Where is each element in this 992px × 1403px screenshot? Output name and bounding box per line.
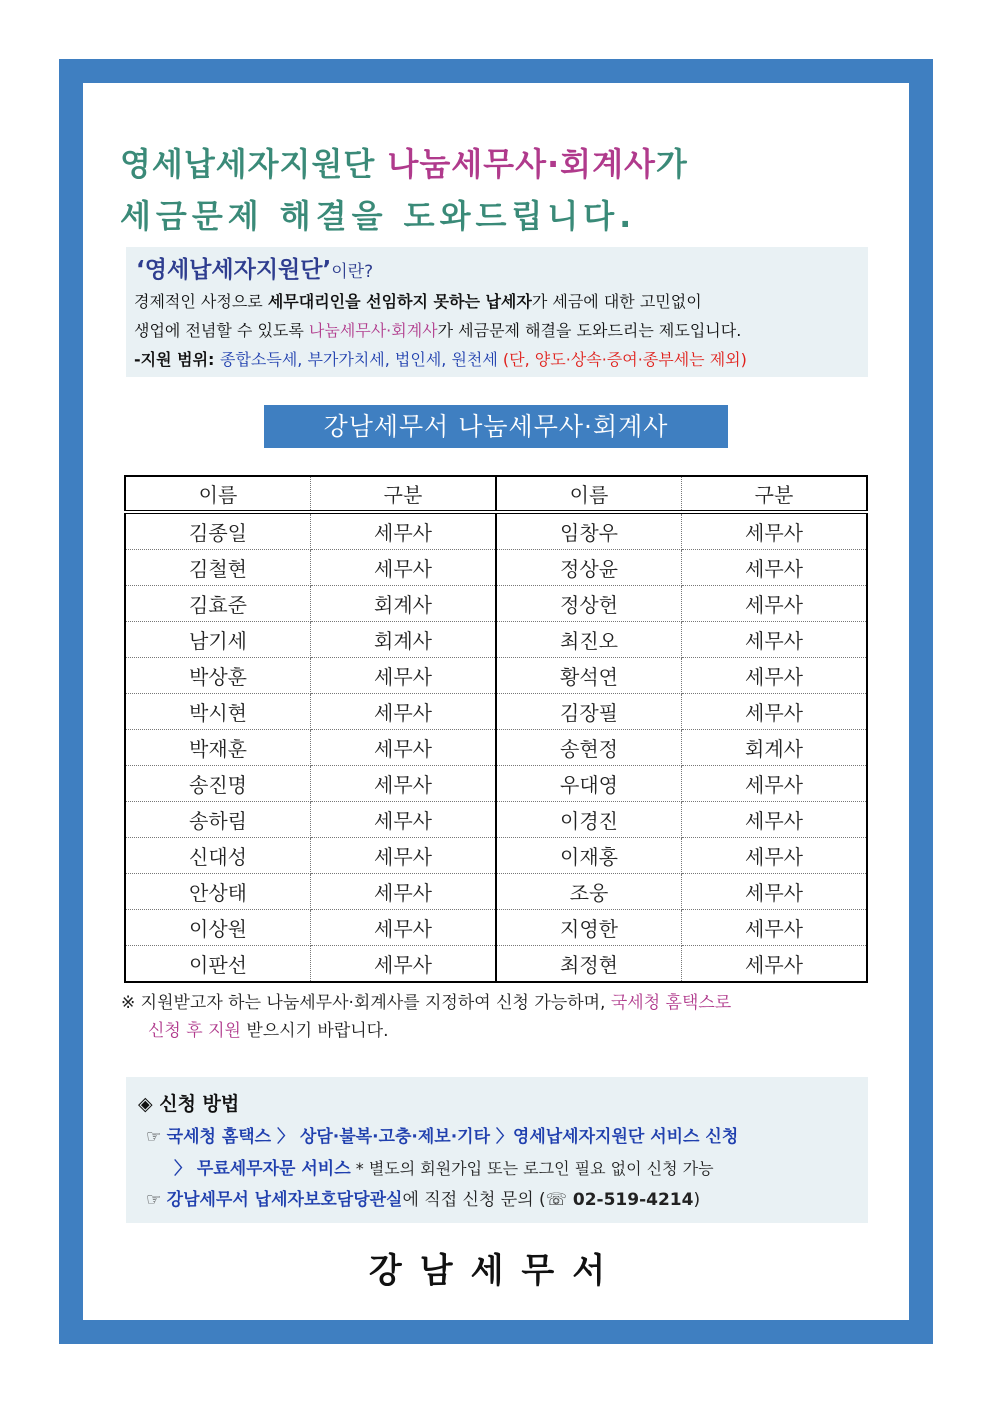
table-row: [125, 622, 867, 658]
cell-type: 세무사: [682, 946, 868, 983]
cell-type: 세무사: [311, 694, 497, 730]
table-row: [125, 586, 867, 622]
intro-title: ‘영세납세자지원단’이란?: [136, 257, 374, 283]
cell-name: 이경진: [496, 802, 682, 838]
cell-name: 이상원: [125, 910, 311, 946]
cell-name: 박재훈: [125, 730, 311, 766]
cell-type: 세무사: [682, 550, 868, 586]
cell-name: 이판선: [125, 946, 311, 983]
cell-name: 임창우: [496, 512, 682, 550]
cell-type: 세무사: [682, 586, 868, 622]
cell-name: 정상헌: [496, 586, 682, 622]
cell-type: 세무사: [682, 838, 868, 874]
header-name-2: 이름: [496, 476, 682, 512]
cell-name: 이재홍: [496, 838, 682, 874]
cell-type: 세무사: [311, 838, 497, 874]
notice-line-2: 신청 후 지원 받으시기 바랍니다.: [148, 1021, 389, 1041]
cell-type: 회계사: [682, 730, 868, 766]
intro-line-2: 생업에 전념할 수 있도록 나눔세무사·회계사가 세금문제 해결을 도와드리는 제도입니다.: [134, 321, 742, 340]
intro-box: [126, 247, 868, 377]
advisor-table: [124, 475, 868, 983]
table-row: [125, 658, 867, 694]
table-row: [125, 730, 867, 766]
table-header-row: [125, 476, 867, 512]
cell-type: 세무사: [311, 946, 497, 983]
headline: [120, 138, 688, 242]
pointing-hand-icon: ☞: [146, 1190, 167, 1210]
cell-name: 송하림: [125, 802, 311, 838]
table-row: [125, 838, 867, 874]
table-row: [125, 874, 867, 910]
cell-name: 김종일: [125, 512, 311, 550]
cell-type: 세무사: [311, 658, 497, 694]
cell-type: 세무사: [311, 730, 497, 766]
cell-name: 조웅: [496, 874, 682, 910]
page-content: [83, 83, 909, 1320]
cell-type: 세무사: [682, 512, 868, 550]
cell-name: 정상윤: [496, 550, 682, 586]
table-row: [125, 946, 867, 983]
cell-type: 세무사: [311, 550, 497, 586]
pointing-hand-icon: ☞: [146, 1127, 167, 1147]
intro-text: [134, 287, 860, 374]
office-name-footer: 강남세무서: [368, 1251, 624, 1291]
header-type-1: 구분: [311, 476, 497, 512]
application-steps: [146, 1122, 862, 1216]
cell-name: 우대영: [496, 766, 682, 802]
intro-line-1: 경제적인 사정으로 세무대리인을 선임하지 못하는 납세자가 세금에 대한 고민없이: [134, 292, 702, 311]
cell-name: 신대성: [125, 838, 311, 874]
notice: [121, 989, 873, 1045]
cell-name: 박상훈: [125, 658, 311, 694]
headline-line-2: 세금문제 해결을 도와드립니다.: [120, 197, 637, 235]
application-box: [126, 1077, 868, 1223]
cell-type: 세무사: [311, 512, 497, 550]
cell-type: 세무사: [682, 874, 868, 910]
application-line-1: [146, 1122, 862, 1153]
cell-type: 세무사: [682, 658, 868, 694]
cell-type: 세무사: [682, 766, 868, 802]
page-frame: [59, 59, 933, 1344]
cell-type: 세무사: [311, 874, 497, 910]
table-row: [125, 694, 867, 730]
table-row: [125, 766, 867, 802]
table-row: [125, 802, 867, 838]
cell-type: 세무사: [311, 910, 497, 946]
phone-number: ☏ 02-519-4214: [545, 1190, 694, 1210]
cell-name: 최정현: [496, 946, 682, 983]
cell-type: 회계사: [311, 622, 497, 658]
cell-type: 세무사: [311, 802, 497, 838]
cell-name: 박시현: [125, 694, 311, 730]
cell-name: 황석연: [496, 658, 682, 694]
advisor-table-body: [125, 512, 867, 982]
application-title: ◈ 신청 방법: [138, 1093, 240, 1115]
cell-type: 회계사: [311, 586, 497, 622]
cell-type: 세무사: [682, 802, 868, 838]
header-type-2: 구분: [682, 476, 868, 512]
cell-name: 안상태: [125, 874, 311, 910]
cell-name: 지영한: [496, 910, 682, 946]
header-name-1: 이름: [125, 476, 311, 512]
cell-name: 송진명: [125, 766, 311, 802]
table-row: [125, 550, 867, 586]
support-scope: -지원 범위: 종합소득세, 부가가치세, 법인세, 원천세 (단, 양도·상속·증여·종부세는 제외): [134, 350, 747, 369]
cell-name: 남기세: [125, 622, 311, 658]
table-row: [125, 512, 867, 550]
office-banner: 강남세무서 나눔세무사·회계사: [264, 405, 728, 448]
cell-type: 세무사: [682, 910, 868, 946]
application-line-2: 〉 무료세무자문 서비스 * 별도의 회원가입 또는 로그인 필요 없이 신청 가능: [174, 1159, 714, 1179]
cell-name: 김철현: [125, 550, 311, 586]
application-line-3: ☞ 강남세무서 납세자보호담당관실에 직접 신청 문의 (☏ 02-519-4214): [146, 1190, 701, 1210]
cell-name: 김효준: [125, 586, 311, 622]
table-row: [125, 910, 867, 946]
cell-type: 세무사: [311, 766, 497, 802]
hometax-path: 국세청 홈택스 〉 상담·불복·고충·제보·기타 〉영세납세자지원단 서비스 신청: [166, 1127, 739, 1147]
cell-type: 세무사: [682, 694, 868, 730]
cell-name: 최진오: [496, 622, 682, 658]
cell-name: 김장필: [496, 694, 682, 730]
cell-type: 세무사: [682, 622, 868, 658]
cell-name: 송현정: [496, 730, 682, 766]
notice-line-1: ※ 지원받고자 하는 나눔세무사·회계사를 지정하여 신청 가능하며, 국세청 홈택스로: [121, 993, 732, 1013]
headline-line-1: 영세납세자지원단 나눔세무사·회계사가: [120, 145, 688, 183]
